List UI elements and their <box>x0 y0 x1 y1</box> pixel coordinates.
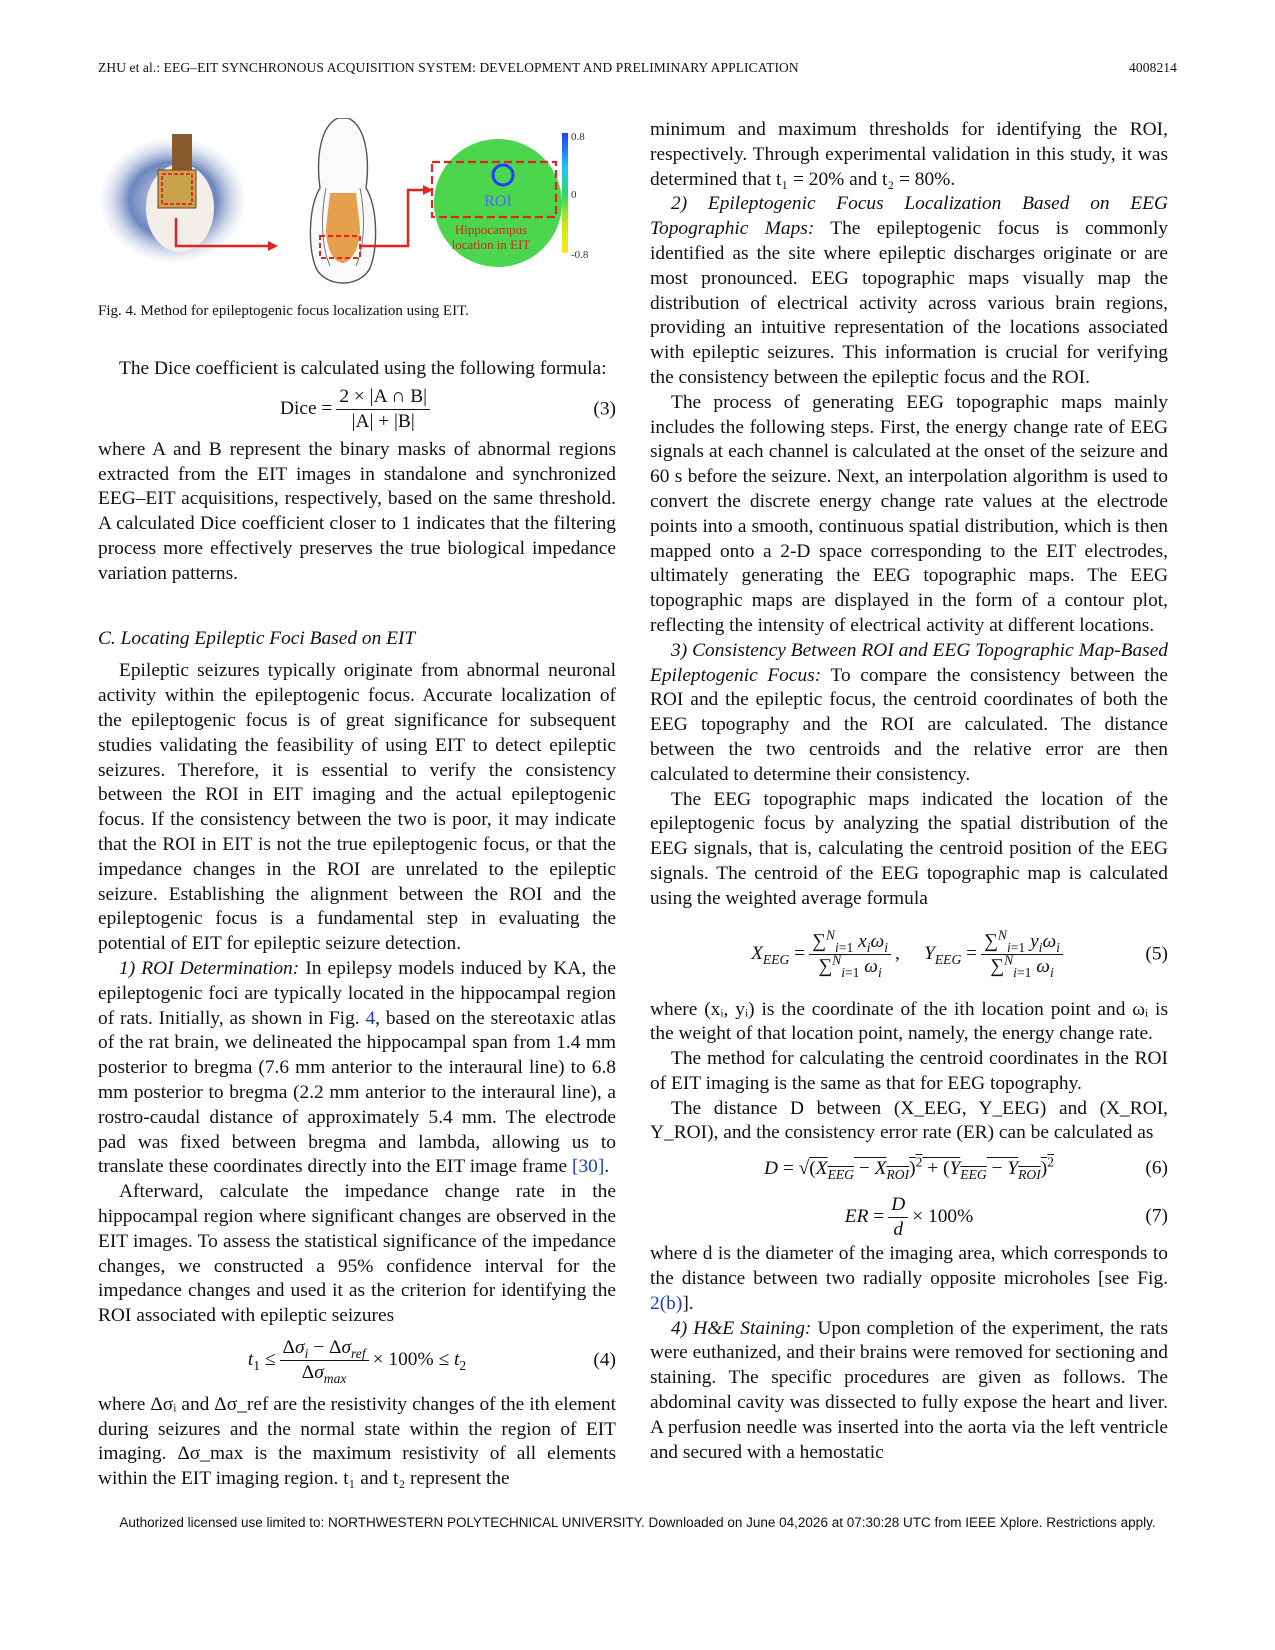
rat-skull-illustration <box>310 118 375 283</box>
paragraph: The Dice coefficient is calculated using the following formula: <box>119 358 607 379</box>
eq4-number: (4) <box>593 1349 616 1371</box>
figure-caption: Fig. 4. Method for epileptogenic focus localization using EIT. <box>98 303 469 319</box>
paragraph: where Δσᵢ and Δσ_ref are the resistivity changes of the ith element during seizures and the normal state within the region of EIT imaging. Δσ_max is the maximum resistivity of all elements within the EIT imaging region. t₁ and t₂ represent the <box>98 1393 616 1490</box>
eq3-lhs: Dice = <box>279 398 333 420</box>
colorbar-min: -0.8 <box>571 249 589 261</box>
paragraph <box>650 1317 1168 1466</box>
eq6-number: (6) <box>1145 1157 1168 1179</box>
eq3-fraction <box>336 386 430 433</box>
eit-image <box>432 139 562 267</box>
roi-label: ROI <box>484 193 512 210</box>
paragraph <box>650 192 1168 390</box>
hippocampus-label-line2: location in EIT <box>451 237 531 252</box>
page-number: 4008214 <box>1129 60 1177 75</box>
paragraph: where A and B represent the binary masks of abnormal regions extracted from the EIT images in standalone and synchronized EEG–EIT acquisitions, respectively, based on the same threshold. A calculated Dice coefficient closer to 1 indicates that the filtering process more effectively preserves the true biological impedance variation patterns. <box>98 438 616 584</box>
left-column <box>98 118 616 1492</box>
paragraph-text: , based on the stereotaxic atlas of the rat brain, we delineated the hippocampal span from 1.4 mm posterior to bregma (7.6 mm anterior to the interaural line) to 6.8 mm posterior to bregma (2.2 mm anterior to the interaural line), a rostro-caudal distance of approximately 5.4 mm. The electrode pad was fixed between bregma and lambda, allowing us to translate these coordinates directly into the EIT image frame <box>98 1007 616 1178</box>
paragraph: The method for calculating the centroid coordinates in the ROI of EIT imaging is the same as that for EEG topography. <box>650 1048 1168 1094</box>
colorbar <box>562 133 568 253</box>
paragraph: Afterward, calculate the impedance change rate in the hippocampal region where significant changes are observed in the EIT images. To assess the statistical significance of the impedance changes, we constructed a 95% confidence interval for the impedance changes and used it as the criterion for identifying the ROI associated with epileptic seizures <box>98 1181 616 1327</box>
license-footer: Authorized licensed use limited to: NORTHWESTERN POLYTECHNICAL UNIVERSITY. Downloaded on June 04,2026 at 07:30:28 UTC from IEEE Xplore. Restrictions apply. <box>119 1515 1156 1530</box>
rat-head-photo <box>101 134 245 262</box>
paragraph: The distance D between (X_EEG, Y_EEG) and (X_ROI, Y_ROI), and the consistency error rate (ER) can be calculated as <box>650 1097 1168 1144</box>
eq3-number: (3) <box>593 398 616 420</box>
figure-4 <box>98 118 616 293</box>
paragraph-text: In epilepsy models induced by KA, the epileptogenic foci are typically located in the hippocampal region of rats. Initially, as shown in Fig. <box>98 957 616 1029</box>
paragraph: The process of generating EEG topographic maps mainly includes the following steps. First, the energy change rate of EEG signals at each channel is calculated at the onset of the seizure and 60 s before the seizure. Next, an interpolation algorithm is used to convert the discrete energy change rate values at the electrode points into a smooth, continuous spatial distribution, which is then mapped onto a 2-D space corresponding to the EIT electrodes, ultimately generating the EEG topographic maps. The EEG topographic maps are displayed in the form of a contour plot, reflecting the intensity of electrical activity at different locations. <box>650 391 1168 636</box>
eq7-number: (7) <box>1145 1205 1168 1227</box>
fig-link[interactable]: 2(b) <box>650 1292 683 1314</box>
header-title: ZHU et al.: EEG–EIT SYNCHRONOUS ACQUISITION SYSTEM: DEVELOPMENT AND PRELIMINARY APPLICATION <box>98 60 799 75</box>
eq3-numerator: 2 × |A ∩ B| <box>336 386 430 410</box>
equation-7: ER = $\frac{D}{d}$ × 100% (7) <box>844 1193 1168 1240</box>
paragraph: Epileptic seizures typically originate from abnormal neuronal activity within the epileptogenic focus. Accurate localization of the epileptogenic focus is of great significance for subsequent studies validating the feasibility of using EIT to detect epileptic seizures. Therefore, it is essential to verify the consistency between the ROI in EIT imaging and the actual epileptogenic focus. If the consistency between the two is poor, it may indicate that the ROI in EIT is not the true epileptogenic focus, or that the impedance changes in the ROI are unrelated to the epileptic seizure. Establishing the alignment between the ROI and the epileptogenic focus is a fundamental step in evaluating the potential of EIT for epileptic seizure detection. <box>98 660 616 955</box>
paragraph-text: To compare the consistency between the ROI and the epileptic focus, the centroid coordinates of both the EEG topography and the ROI are calculated. The distance between the two centroids and the relative error are then calculated to determine their consistency. <box>650 664 1168 785</box>
run-in-heading: 1) ROI Determination: <box>119 957 300 979</box>
fig-link[interactable]: 4 <box>365 1007 376 1029</box>
colorbar-mid: 0 <box>571 189 577 201</box>
hippocampus-label-line1: Hippocampus <box>454 222 528 237</box>
eq5-number: (5) <box>1145 943 1168 965</box>
paragraph-text: The epileptogenic focus is commonly identified as the site where epileptic discharges originate or are most pronounced. EEG topographic maps visually map the distribution of electrical activity across various brain regions, providing an intuitive representation of the locations associated with epileptic seizures. This information is crucial for verifying the consistency between the epileptic focus and the ROI. <box>650 218 1168 388</box>
paragraph: where (xᵢ, yᵢ) is the coordinate of the ith location point and ωᵢ is the weight of that location point, namely, the energy change rate. <box>650 998 1168 1045</box>
paragraph-text: ]. <box>682 1292 694 1314</box>
equation-5: $X_{EEG}$ = $\frac{\sum^N_{i=1} x_i\omega_i}{\sum^N_{i=1} \omega_i}$ , $Y_{EEG}$ = $\frac{\sum^N_{i=1} y_i\omega_i}{\sum^N_{i=1} \omega_i}$ (5) <box>751 927 1168 980</box>
equation-6: $D = √(X_{EEG} - X_{ROI})^2 + (Y_{EEG} - Y_{ROI})^2$ (6) <box>763 1154 1168 1182</box>
paragraph-text: Upon completion of the experiment, the rats were euthanized, and their brains were removed for sectioning and staining. The specific procedures are given as follows. The abdominal cavity was dissected to fully expose the heart and liver. A perfusion needle was inserted into the aorta via the left ventricle and secured with a hemostatic <box>650 1317 1168 1463</box>
right-column <box>650 118 1168 1465</box>
citation-link[interactable]: [30] <box>572 1156 605 1178</box>
colorbar-max: 0.8 <box>571 131 585 143</box>
running-header <box>98 60 1177 80</box>
run-in-heading: 4) H&E Staining: <box>671 1317 812 1339</box>
eq3-denominator: |A| + |B| <box>351 411 415 433</box>
figure-4-graphic <box>98 118 616 293</box>
equation-3 <box>98 382 616 438</box>
paragraph <box>650 639 1168 788</box>
equation-4: $t_1$ ≤ $\frac{\Delta\sigma_i - \Delta\sigma_{ref}}{\Delta\sigma_{max}}$ × $100\% \le t_2$ (4) <box>247 1337 616 1387</box>
run-in-heading: 3) Consistency Between ROI and EEG Topographic Map-Based Epileptogenic Focus: <box>650 639 1168 686</box>
paragraph <box>98 957 616 1180</box>
run-in-heading: 2) Epileptogenic Focus Localization Based on EEG Topographic Maps: <box>650 193 1168 240</box>
section-heading: C. Locating Epileptic Foci Based on EIT <box>98 627 416 649</box>
paragraph: minimum and maximum thresholds for identifying the ROI, respectively. Through experimental validation in this study, it was determined that t₁ = 20% and t₂ = 80%. <box>650 119 1168 190</box>
paragraph-text: where d is the diameter of the imaging area, which corresponds to the distance between two radially opposite microholes [see Fig. <box>650 1243 1168 1290</box>
paragraph-text: . <box>604 1156 610 1178</box>
paragraph <box>650 1242 1168 1316</box>
paragraph: The EEG topographic maps indicated the location of the epileptogenic focus by analyzing the spatial distribution of the EEG signals, that is, calculating the centroid position of the EEG signals. The centroid of the EEG topographic map is calculated using the weighted average formula <box>650 788 1168 909</box>
